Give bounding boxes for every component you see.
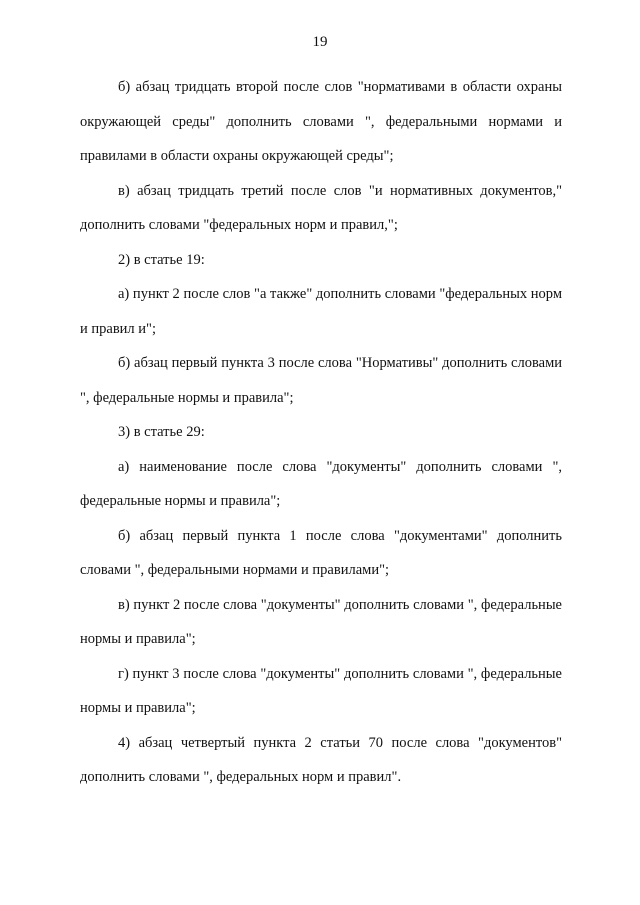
paragraph-b-punkt-1: б) абзац первый пункта 1 после слова "документами" дополнить словами ", федеральными нормами и правилами"; [80, 527, 562, 578]
page-number: 19 [312, 34, 328, 50]
paragraph-a-naimenovanie: а) наименование после слова "документы" дополнить словами ", федеральные нормы и правила"; [80, 458, 562, 509]
paragraph-v-abzats-33: в) абзац тридцать третий после слов "и нормативных документов," дополнить словами "федеральных норм и правил,"; [80, 182, 562, 233]
document-body [80, 70, 562, 795]
paragraph-g-punkt-3: г) пункт 3 после слова "документы" дополнить словами ", федеральные нормы и правила"; [80, 665, 562, 716]
paragraph-item-2-article-19: 2) в статье 19: [118, 251, 205, 268]
paragraph-b-punkt-3: б) абзац первый пункта 3 после слова "Нормативы" дополнить словами ", федеральные нормы и правила"; [80, 355, 562, 406]
paragraph-b-abzats-32: б) абзац тридцать второй после слов "нормативами в области охраны окружающей среды" дополнить словами ", федеральными нормами и правилами в области охраны окружающей среды"; [80, 79, 562, 164]
paragraph-item-4-article-70: 4) абзац четвертый пункта 2 статьи 70 после слова "документов" дополнить словами ", федеральных норм и правил". [80, 734, 562, 785]
paragraph-a-punkt-2: а) пункт 2 после слов "а также" дополнить словами "федеральных норм и правил и"; [80, 286, 562, 337]
paragraph-v-punkt-2: в) пункт 2 после слова "документы" дополнить словами ", федеральные нормы и правила"; [80, 596, 562, 647]
paragraph-item-3-article-29: 3) в статье 29: [118, 424, 205, 440]
